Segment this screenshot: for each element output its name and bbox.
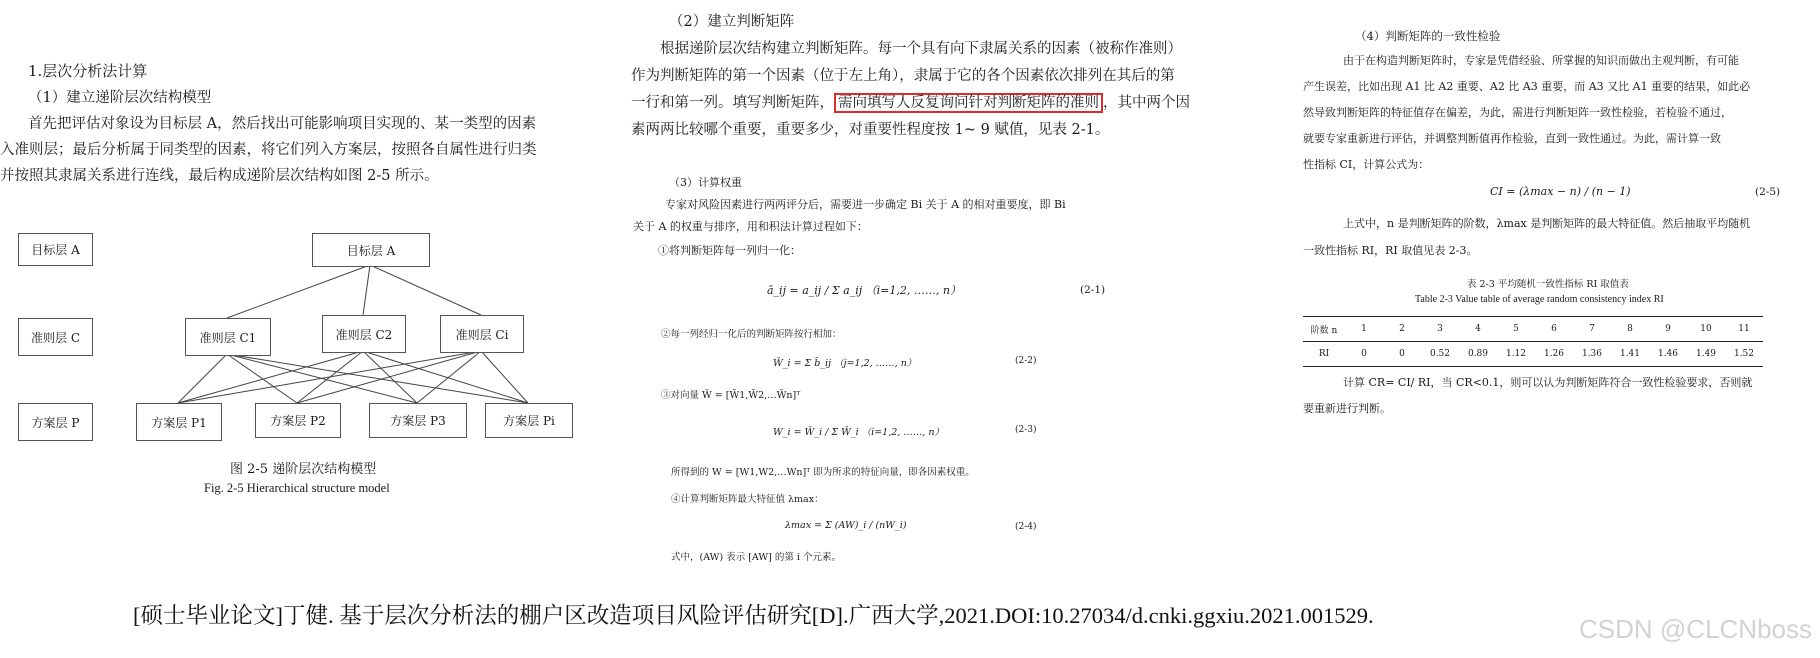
alternative-node-p1: 方案层 P1: [136, 403, 222, 441]
subsection-title: （4）判断矩阵的一致性检验: [1355, 29, 1501, 43]
paragraph-line: ②每一列经归一化后的判断矩阵按行相加：: [661, 329, 842, 340]
highlight-box: 需向填写人反复询问针对判断矩阵的准则: [834, 93, 1103, 113]
table-cell: 1.49: [1687, 342, 1725, 367]
criteria-node-c1: 准则层 C1: [185, 318, 271, 356]
table-cell: 1.41: [1611, 342, 1649, 367]
formula-2-4: λmax = Σ (AW)_i / (nW_i): [785, 520, 907, 531]
left-column: [0, 0, 600, 500]
goal-node: 目标层 A: [312, 233, 430, 267]
subsection-title: （3）计算权重: [669, 176, 742, 189]
table-cell: 0.89: [1459, 342, 1497, 367]
paragraph-fragment: 一行和第一列。填写判断矩阵，: [631, 95, 834, 111]
table-row: [1303, 342, 1763, 367]
table-title-en: Table 2-3 Value table of average random consistency index RI: [1415, 294, 1664, 305]
formula-2-2: W̄_i = Σ b̄_ij （j=1,2, ……, n）: [773, 358, 917, 369]
level-label-alternative: 方案层 P: [18, 403, 93, 441]
level-label-criteria: 准则层 C: [18, 318, 93, 356]
table-cell: 5: [1497, 317, 1535, 342]
paragraph-line: 作为判断矩阵的第一个因素（位于左上角），隶属于它的各个因素依次排列在其后的第: [631, 68, 1175, 84]
formula-2-3: W_i = W̄_i / Σ W̄_i （i=1,2, ……, n）: [773, 427, 944, 438]
figure-caption-en: Fig. 2-5 Hierarchical structure model: [204, 481, 390, 495]
right-column: [1295, 0, 1810, 440]
formula-number: (2-4): [1015, 522, 1037, 532]
table-cell: 1.12: [1497, 342, 1535, 367]
paragraph-line: 并按照其隶属关系进行连线，最后构成递阶层次结构如图 2-5 所示。: [0, 168, 439, 184]
paragraph-line: ③对向量 W̄ = [W̄1,W̄2,…W̄n]ᵀ: [661, 390, 801, 401]
table-cell: 0: [1345, 342, 1383, 367]
paragraph-line: 首先把评估对象设为目标层 A，然后找出可能影响项目实现的、某一类型的因素: [28, 116, 537, 132]
table-cell: 0: [1383, 342, 1421, 367]
paragraph-line: 然导致判断矩阵的特征值存在偏差，为此，需进行判断矩阵一致性检验，若检验不通过，: [1303, 106, 1732, 119]
paragraph-line: 计算 CR= CI/ RI，当 CR<0.1，则可以认为判断矩阵符合一致性检验要求，否则就: [1343, 376, 1753, 389]
table-cell: 10: [1687, 317, 1725, 342]
section-title: 1.层次分析法计算: [28, 62, 148, 80]
paragraph-line: 产生误差，比如出现 A1 比 A2 重要、A2 比 A3 重要，而 A3 又比 A1 重要的结果，如此必: [1303, 80, 1751, 93]
table-cell: 1.26: [1535, 342, 1573, 367]
paragraph-line: ①将判断矩阵每一列归一化：: [658, 244, 801, 257]
paragraph-line: 就要专家重新进行评估，并调整判断值再作检验，直到一致性通过。为此，需计算一致: [1303, 132, 1721, 145]
paragraph-line: 所得到的 W = [W1,W2,…Wn]ᵀ 即为所求的特征向量，即各因素权重。: [671, 467, 975, 478]
paragraph-line: 上式中，n 是判断矩阵的阶数，λmax 是判断矩阵的最大特征值。然后抽取平均随机: [1343, 217, 1751, 230]
table-cell: 6: [1535, 317, 1573, 342]
table-title-cn: 表 2-3 平均随机一致性指标 RI 取值表: [1467, 279, 1629, 290]
ri-table-wrapper: [1303, 316, 1763, 367]
subsection-title: （1）建立递阶层次结构模型: [28, 90, 212, 106]
table-cell: 4: [1459, 317, 1497, 342]
ri-table: [1303, 316, 1763, 367]
table-cell: 8: [1611, 317, 1649, 342]
paragraph-line: 一致性指标 RI，RI 取值见表 2-3。: [1303, 244, 1478, 257]
alternative-node-pi: 方案层 Pi: [485, 403, 573, 438]
table-cell: 0.52: [1421, 342, 1459, 367]
paragraph-line: 要重新进行判断。: [1303, 402, 1391, 415]
paragraph-line: 根据递阶层次结构建立判断矩阵。每一个具有向下隶属关系的因素（被称作准则）: [660, 41, 1182, 57]
formula-number: (2-1): [1080, 284, 1106, 296]
middle-column: [625, 0, 1265, 570]
table-cell: 1.52: [1725, 342, 1763, 367]
paragraph-line: [631, 90, 1190, 117]
subsection-title: （2）建立判断矩阵: [669, 14, 795, 30]
table-cell: 1.46: [1649, 342, 1687, 367]
table-cell: 3: [1421, 317, 1459, 342]
paragraph-line: 由于在构造判断矩阵时，专家是凭借经验、所掌握的知识而做出主观判断，有可能: [1343, 54, 1739, 67]
paragraph-line: 关于 A 的权重与排序，用和积法计算过程如下：: [633, 220, 868, 233]
table-cell: 1.36: [1573, 342, 1611, 367]
paragraph-line: 专家对风险因素进行两两评分后，需要进一步确定 Bi 关于 A 的相对重要度，即 Bi: [665, 198, 1066, 211]
paragraph-line: ④计算判断矩阵最大特征值 λmax：: [671, 494, 824, 505]
paragraph-line: 式中，(AW) 表示 [AW] 的第 i 个元素。: [671, 552, 841, 563]
table-cell: 9: [1649, 317, 1687, 342]
alternative-node-p3: 方案层 P3: [369, 403, 467, 438]
figure-caption-cn: 图 2-5 递阶层次结构模型: [230, 462, 377, 477]
paragraph-line: 性指标 CI，计算公式为：: [1303, 158, 1430, 171]
criteria-node-c2: 准则层 C2: [322, 315, 406, 353]
paragraph-line: 素两两比较哪个重要，重要多少，对重要性程度按 1~ 9 赋值，见表 2-1。: [631, 122, 1110, 138]
table-cell: 11: [1725, 317, 1763, 342]
formula-number: (2-5): [1755, 186, 1781, 198]
paragraph-fragment: ，其中两个因: [1103, 95, 1190, 111]
table-cell: 7: [1573, 317, 1611, 342]
formula-2-1: ā_ij = a_ij / Σ a_ij （i=1,2, ……, n）: [767, 284, 961, 297]
table-cell: 1: [1345, 317, 1383, 342]
level-label-goal: 目标层 A: [18, 233, 93, 266]
table-cell: 2: [1383, 317, 1421, 342]
paragraph-line: 入准则层；最后分析属于同类型的因素，将它们列入方案层，按照各自属性进行归类: [0, 142, 537, 158]
citation-line: [硕士毕业论文]丁健. 基于层次分析法的棚户区改造项目风险评估研究[D].广西大学,2021.DOI:10.27034/d.cnki.ggxiu.2021.001529.: [133, 603, 1374, 628]
table-cell: RI: [1303, 342, 1345, 367]
formula-2-5: CI = (λmax − n) / (n − 1): [1490, 185, 1631, 198]
table-header-row: [1303, 317, 1763, 342]
watermark: CSDN @CLCNboss: [1579, 614, 1812, 644]
table-cell: 阶数 n: [1303, 317, 1345, 342]
formula-number: (2-3): [1015, 425, 1037, 435]
hierarchy-connectors: [0, 0, 600, 420]
criteria-node-ci: 准则层 Ci: [440, 315, 524, 353]
alternative-node-p2: 方案层 P2: [255, 403, 341, 438]
formula-number: (2-2): [1015, 356, 1037, 366]
